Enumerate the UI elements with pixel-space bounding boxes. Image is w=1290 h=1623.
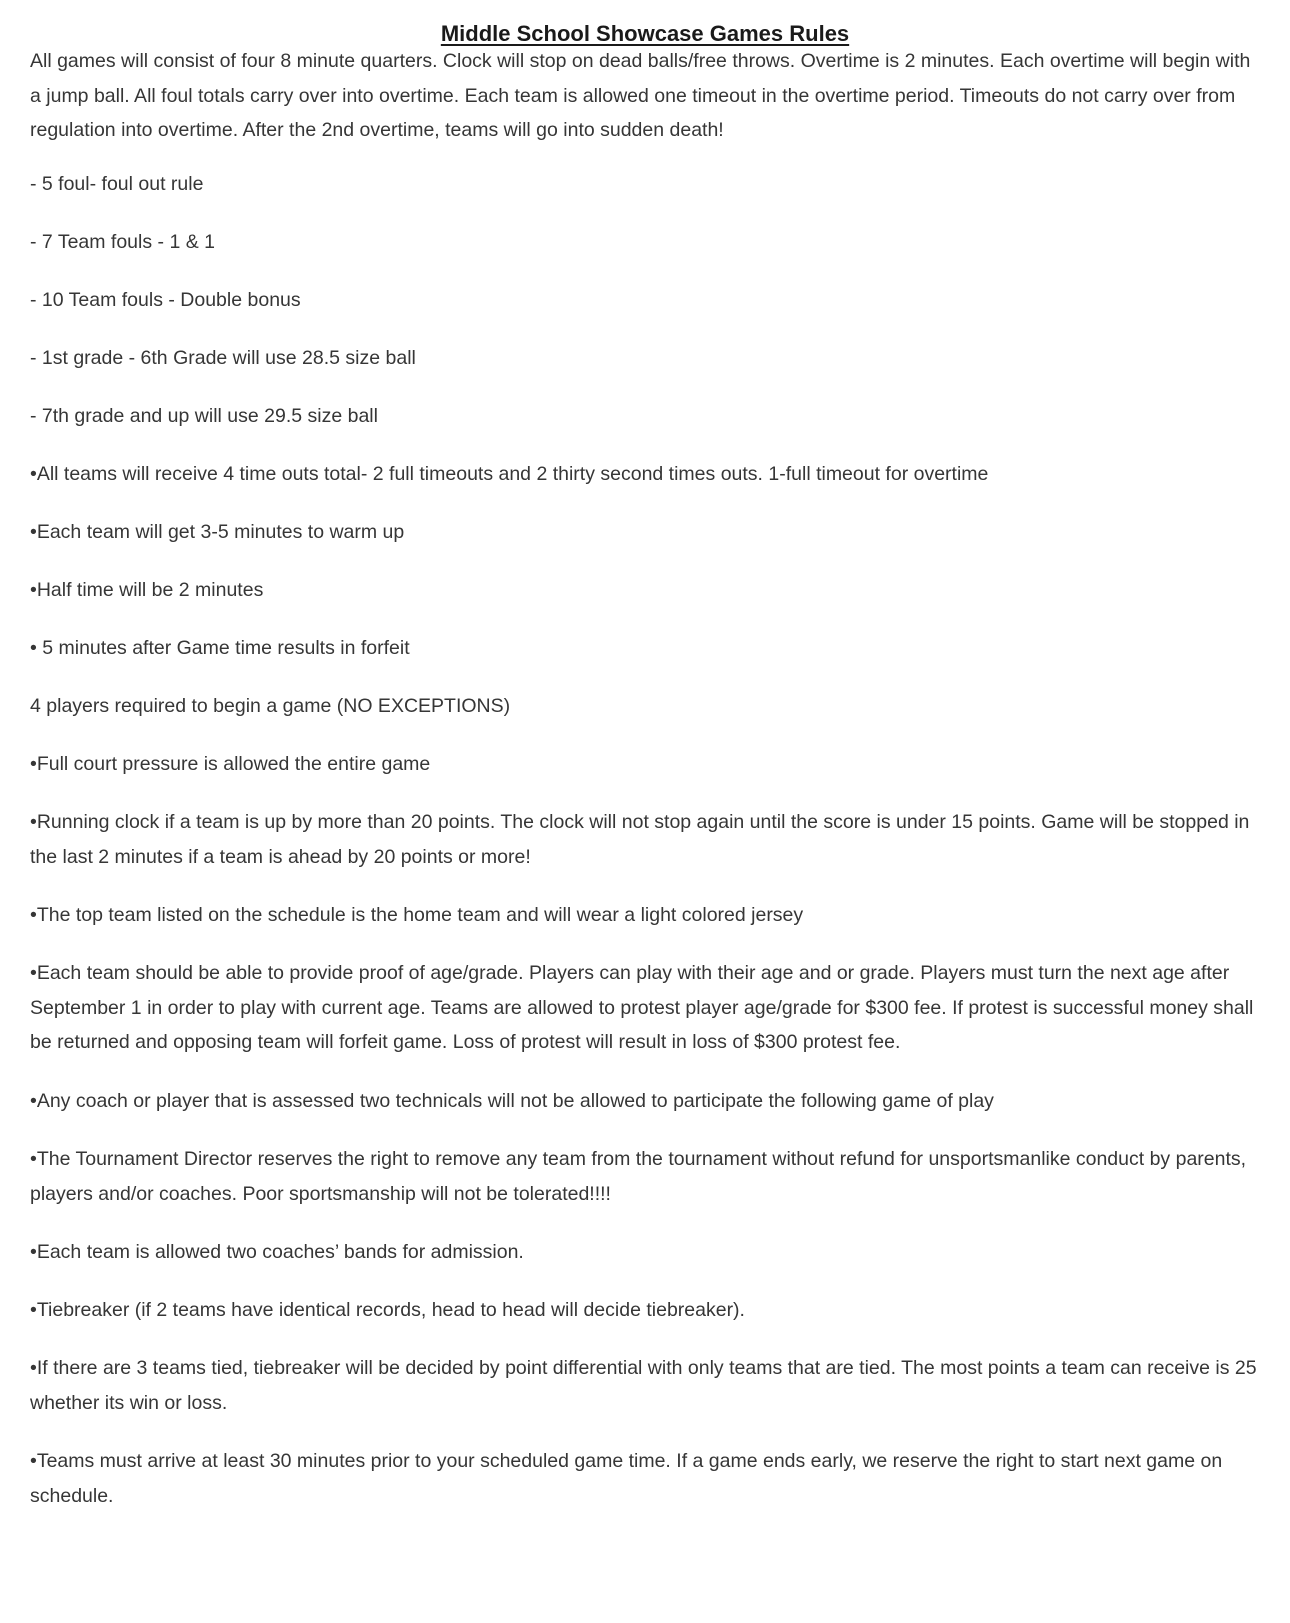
paragraph-running-clock: •Running clock if a team is up by more than 20 points. The clock will not stop again until the score is under 15 points. Game will be stopped in the last 2 minutes if a team is ahead by 20 points or more! [30, 811, 1250, 868]
paragraph-technicals: •Any coach or player that is assessed two technicals will not be allowed to participate the following game of play [30, 1090, 994, 1112]
paragraph-ball-size-older: - 7th grade and up will use 29.5 size ball [30, 405, 378, 427]
paragraph-foul-out-rule: - 5 foul- foul out rule [30, 173, 204, 195]
paragraph-full-court-pressure: •Full court pressure is allowed the entire game [30, 753, 431, 775]
paragraph-coaches-bands: •Each team is allowed two coaches’ bands for admission. [30, 1241, 524, 1263]
paragraph-warm-up: •Each team will get 3-5 minutes to warm up [30, 521, 405, 543]
paragraph-timeouts: •All teams will receive 4 time outs total- 2 full timeouts and 2 thirty second times outs. 1-full timeout for overtime [30, 463, 989, 485]
paragraph-age-grade-proof: •Each team should be able to provide proof of age/grade. Players can play with their age and or grade. Players must turn the next age after September 1 in order to play with current age. Teams are allowed to protest player age/grade for $300 fee. If protest is successful money shall be returned and opposing team will forfeit game. Loss of protest will result in loss of $300 protest fee. [30, 962, 1254, 1053]
paragraph-game-format: All games will consist of four 8 minute quarters. Clock will stop on dead balls/free throws. Overtime is 2 minutes. Each overtime will begin with a jump ball. All foul totals carry over into overtime. Each team is allowed one timeout in the overtime period. Timeouts do not carry over from regulation into overtime. After the 2nd overtime, teams will go into sudden death! [30, 50, 1251, 141]
paragraph-tiebreaker-three-teams: •If there are 3 teams tied, tiebreaker will be decided by point differential with only teams that are tied. The most points a team can receive is 25 whether its win or loss. [30, 1357, 1257, 1414]
paragraph-team-fouls-1-and-1: - 7 Team fouls - 1 & 1 [30, 231, 215, 253]
paragraph-arrival-time: •Teams must arrive at least 30 minutes prior to your scheduled game time. If a game ends early, we reserve the right to start next game on schedule. [30, 1450, 1223, 1507]
document-title: Middle School Showcase Games Rules [440, 21, 850, 46]
paragraph-players-required: 4 players required to begin a game (NO EXCEPTIONS) [30, 695, 511, 717]
paragraph-home-team: •The top team listed on the schedule is the home team and will wear a light colored jersey [30, 904, 804, 926]
paragraph-ball-size-young: - 1st grade - 6th Grade will use 28.5 size ball [30, 347, 416, 369]
paragraph-half-time: •Half time will be 2 minutes [30, 579, 264, 601]
paragraph-team-fouls-double-bonus: - 10 Team fouls - Double bonus [30, 289, 301, 311]
paragraph-sportsmanship: •The Tournament Director reserves the right to remove any team from the tournament without refund for unsportsmanlike conduct by parents, players and/or coaches. Poor sportsmanship will not be tolerated!!!! [30, 1148, 1247, 1205]
paragraph-tiebreaker-two-teams: •Tiebreaker (if 2 teams have identical records, head to head will decide tiebreaker). [30, 1299, 745, 1321]
paragraph-forfeit: • 5 minutes after Game time results in forfeit [30, 637, 410, 659]
